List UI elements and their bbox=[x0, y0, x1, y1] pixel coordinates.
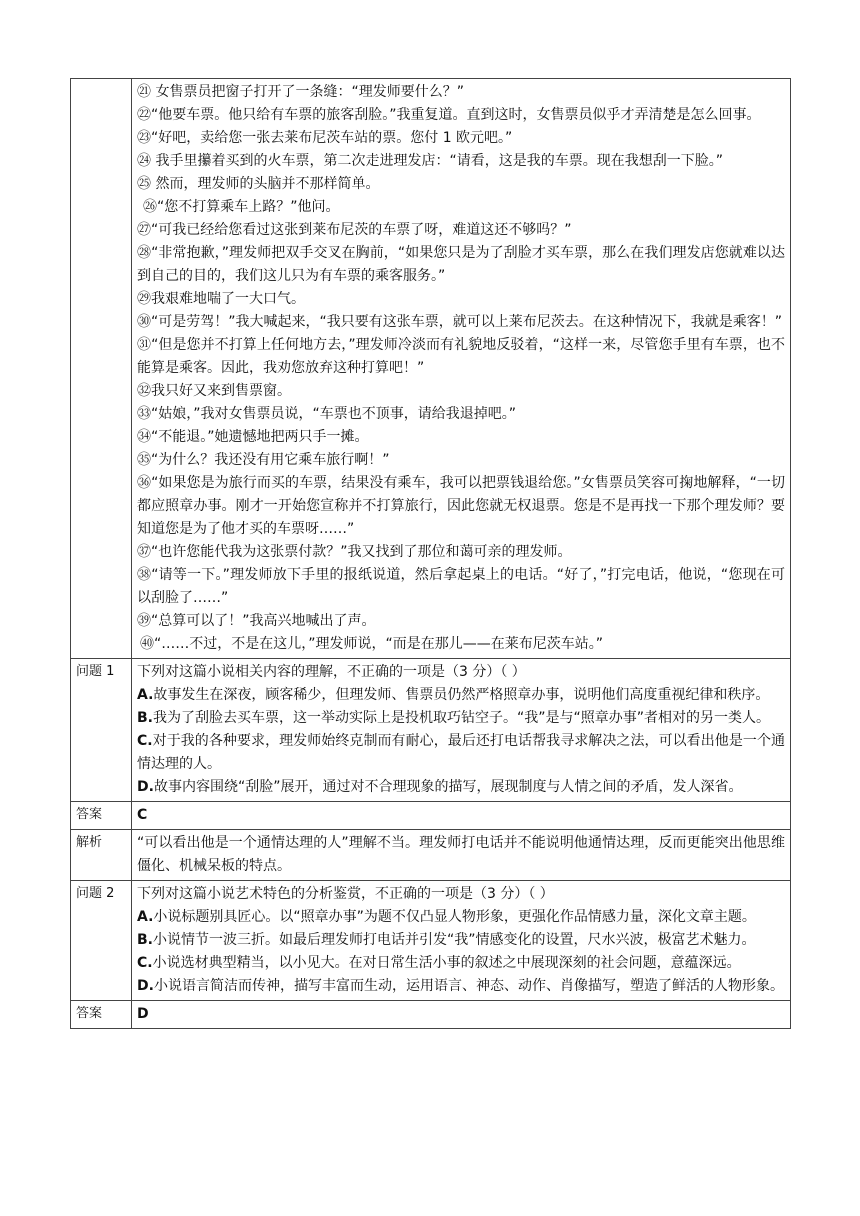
story-paragraph: ㉙我艰难地喘了一大口气。 bbox=[137, 291, 305, 307]
question-2-option-d bbox=[137, 975, 785, 998]
story-paragraph: ㉘“非常抱歉，”理发师把双手交叉在胸前，“如果您只是为了刮脸才买车票，那么在我们理发店您就难以达到自己的目的，我们这儿只为有车票的乘客服务。” bbox=[137, 245, 785, 284]
question-1-option-c bbox=[137, 730, 785, 776]
worksheet-table bbox=[70, 78, 791, 1029]
question-2-stem: 下列对这篇小说艺术特色的分析鉴赏，不正确的一项是（3 分）（ ） bbox=[137, 886, 554, 902]
option-text: 小说语言简洁而传神，描写丰富而生动，运用语言、神态、动作、肖像描写，塑造了鲜活的人物形象。 bbox=[153, 978, 784, 994]
story-paragraph: ㉑ 女售票员把窗子打开了一条缝：“理发师要什么？” bbox=[137, 84, 464, 100]
story-paragraph: ㉕ 然而，理发师的头脑并不那样简单。 bbox=[137, 176, 380, 192]
answer-2-row bbox=[71, 1001, 791, 1029]
question-1-row bbox=[71, 659, 791, 802]
question-1-stem: 下列对这篇小说相关内容的理解，不正确的一项是（3 分）（ ） bbox=[137, 664, 526, 680]
option-letter: C. bbox=[137, 733, 153, 749]
story-paragraph: ㉓“好吧，卖给您一张去莱布尼茨车站的票。您付 1 欧元吧。” bbox=[137, 130, 513, 146]
option-text: 小说标题别具匠心。以“照章办事”为题不仅凸显人物形象，更强化作品情感力量，深化文章主题。 bbox=[153, 909, 756, 925]
story-paragraph: ㊵“……不过，不是在这儿，”理发师说，“而是在那儿——在莱布尼茨车站。” bbox=[140, 636, 604, 652]
story-paragraph: ㉖“您不打算乘车上路？”他问。 bbox=[143, 199, 340, 215]
story-paragraph: ㉜我只好又来到售票窗。 bbox=[137, 383, 291, 399]
question-2-option-b bbox=[137, 929, 785, 952]
analysis-label: 解析 bbox=[71, 830, 132, 881]
question-1-option-b bbox=[137, 707, 785, 730]
answer-1-label: 答案 bbox=[71, 802, 132, 830]
story-paragraph: ㊳“请等一下。”理发师放下手里的报纸说道，然后拿起桌上的电话。“好了，”打完电话，他说，“您现在可以刮脸了……” bbox=[137, 567, 785, 606]
story-paragraph: ㉝“姑娘，”我对女售票员说，“车票也不顶事，请给我退掉吧。” bbox=[137, 406, 517, 422]
option-letter: A. bbox=[137, 909, 154, 925]
story-row bbox=[71, 79, 791, 659]
question-1-label: 问题 1 bbox=[71, 659, 132, 802]
story-label-cell bbox=[71, 79, 132, 659]
option-letter: A. bbox=[137, 687, 154, 703]
option-text: 小说选材典型精当，以小见大。在对日常生活小事的叙述之中展现深刻的社会问题，意蕴深远。 bbox=[152, 955, 741, 971]
question-2-content bbox=[132, 881, 791, 1001]
option-text: 小说情节一波三折。如最后理发师打电话并引发“我”情感变化的设置，尺水兴波，极富艺术魅力。 bbox=[153, 932, 756, 948]
story-paragraph: ㊲“也许您能代我为这张票付款？”我又找到了那位和蔼可亲的理发师。 bbox=[137, 544, 572, 560]
option-letter: D. bbox=[137, 978, 154, 994]
option-text: 故事内容围绕“刮脸”展开，通过对不合理现象的描写，展现制度与人情之间的矛盾，发人深省。 bbox=[153, 779, 743, 795]
question-1-option-a bbox=[137, 684, 785, 707]
answer-2-label: 答案 bbox=[71, 1001, 132, 1029]
analysis-row bbox=[71, 830, 791, 881]
story-paragraph: ㉟“为什么？我还没有用它乘车旅行啊！” bbox=[137, 452, 390, 468]
option-text: 我为了刮脸去买车票，这一举动实际上是投机取巧钻空子。“我”是与“照章办事”者相对的另一类人。 bbox=[153, 710, 771, 726]
option-letter: C. bbox=[137, 955, 153, 971]
story-paragraph: ㉛“但是您并不打算上任何地方去，”理发师冷淡而有礼貌地反驳着，“这样一来，尽管您手里有车票，也不能算是乘客。因此，我劝您放弃这种打算吧！” bbox=[137, 337, 785, 376]
question-2-row bbox=[71, 881, 791, 1001]
answer-1-row bbox=[71, 802, 791, 830]
story-paragraph: ㉒“他要车票。他只给有车票的旅客刮脸。”我重复道。直到这时，女售票员似乎才弄清楚是怎么回事。 bbox=[137, 107, 761, 123]
option-text: 对于我的各种要求，理发师始终克制而有耐心，最后还打电话帮我寻求解决之法，可以看出他是一个通情达理的人。 bbox=[137, 733, 785, 772]
option-letter: D. bbox=[137, 779, 154, 795]
story-paragraph: ㉞“不能退。”她遗憾地把两只手一摊。 bbox=[137, 429, 369, 445]
option-letter: B. bbox=[137, 932, 153, 948]
question-2-label: 问题 2 bbox=[71, 881, 132, 1001]
question-1-option-d bbox=[137, 776, 785, 799]
option-letter: B. bbox=[137, 710, 153, 726]
story-text-cell bbox=[132, 79, 791, 659]
question-1-content bbox=[132, 659, 791, 802]
story-paragraph: ㊱“如果您是为旅行而买的车票，结果没有乘车，我可以把票钱退给您。”女售票员笑容可掬地解释，“一切都应照章办事。刚才一开始您宣称并不打算旅行，因此您就无权退票。您是不是再找一下那个理发师？要知道您是为了他才买的车票呀……” bbox=[137, 475, 785, 537]
analysis-text bbox=[132, 830, 791, 881]
question-2-option-a bbox=[137, 906, 785, 929]
option-text: 故事发生在深夜，顾客稀少，但理发师、售票员仍然严格照章办事，说明他们高度重视纪律和秩序。 bbox=[153, 687, 770, 703]
question-2-option-c bbox=[137, 952, 785, 975]
story-paragraph: ㊴“总算可以了！”我高兴地喊出了声。 bbox=[137, 613, 376, 629]
story-paragraph: ㉚“可是劳驾！”我大喊起来，“我只要有这张车票，就可以上莱布尼茨去。在这种情况下，我就是乘客！” bbox=[137, 314, 783, 330]
answer-1-value: C bbox=[132, 802, 791, 830]
story-paragraph: ㉗“可我已经给您看过这张到莱布尼茨的车票了呀，难道这还不够吗？” bbox=[137, 222, 572, 238]
answer-2-value: D bbox=[132, 1001, 791, 1029]
analysis-paragraph: “可以看出他是一个通情达理的人”理解不当。理发师打电话并不能说明他通情达理，反而更能突出他思维僵化、机械呆板的特点。 bbox=[137, 835, 785, 874]
story-paragraph: ㉔ 我手里攥着买到的火车票，第二次走进理发店：“请看，这是我的车票。现在我想刮一下脸。” bbox=[137, 153, 723, 169]
